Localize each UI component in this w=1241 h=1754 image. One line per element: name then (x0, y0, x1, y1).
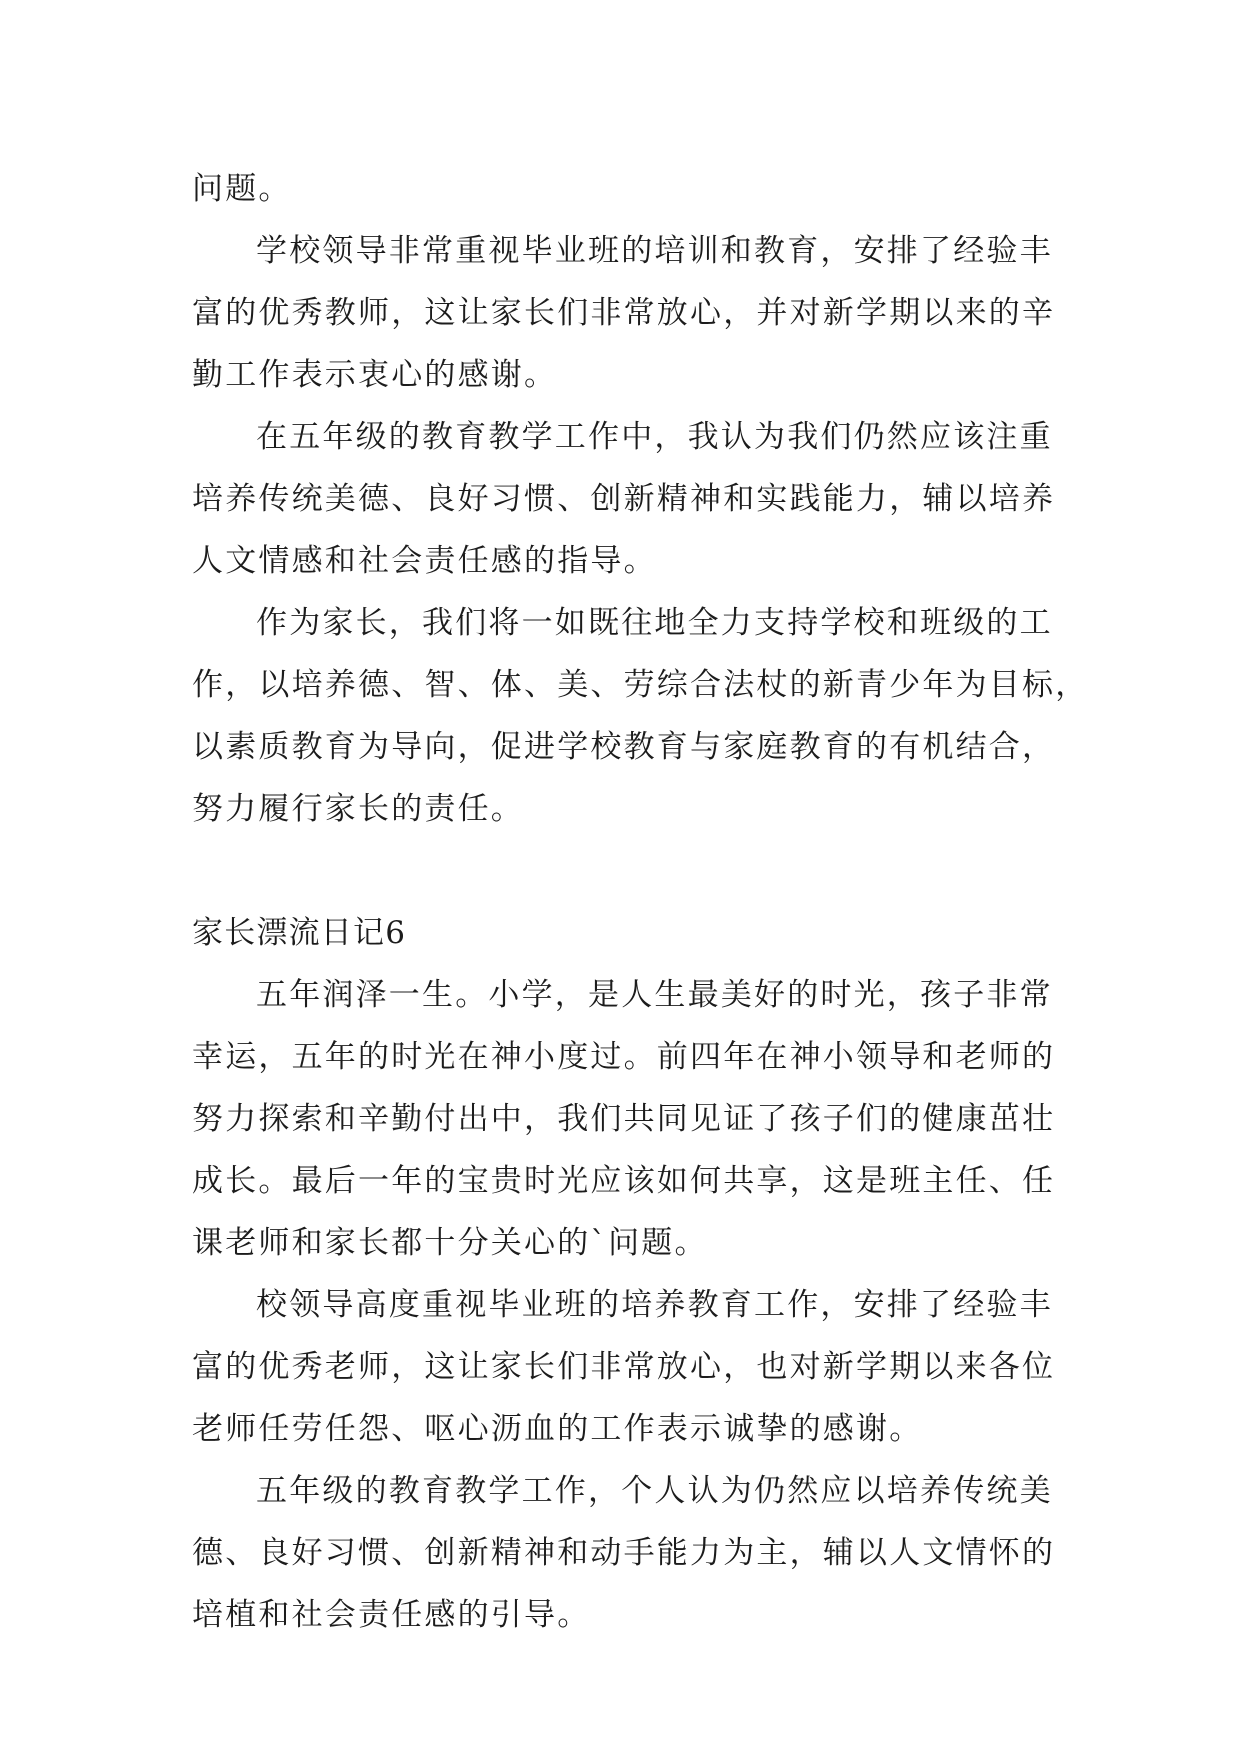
text-line: 成长。最后一年的宝贵时光应该如何共享，这是班主任、任 (192, 1163, 1056, 1199)
paragraph-start-line: 学校领导非常重视毕业班的培训和教育，安排了经验丰 (256, 233, 1053, 269)
paragraph-start-line: 五年级的教育教学工作，个人认为仍然应以培养传统美 (256, 1473, 1053, 1509)
text-line: 以素质教育为导向，促进学校教育与家庭教育的有机结合， (192, 729, 1056, 765)
text-line: 富的优秀教师，这让家长们非常放心，并对新学期以来的辛 (192, 295, 1056, 331)
text-line: 培植和社会责任感的引导。 (192, 1597, 591, 1633)
document-body (192, 158, 1089, 1646)
paragraph-start-line: 作为家长，我们将一如既往地全力支持学校和班级的工 (256, 605, 1053, 641)
text-line: 课老师和家长都十分关心的`问题。 (192, 1225, 708, 1261)
text-line: 勤工作表示衷心的感谢。 (192, 357, 558, 393)
text-line: 富的优秀老师，这让家长们非常放心，也对新学期以来各位 (192, 1349, 1056, 1385)
paragraph-start-line: 校领导高度重视毕业班的培养教育工作，安排了经验丰 (256, 1287, 1053, 1323)
text-line: 努力探索和辛勤付出中，我们共同见证了孩子们的健康茁壮 (192, 1101, 1056, 1137)
text-line: 努力履行家长的责任。 (192, 791, 524, 827)
section-heading: 家长漂流日记6 (192, 915, 407, 951)
text-line: 作，以培养德、智、体、美、劳综合法杖的新青少年为目标， (192, 667, 1089, 703)
section-gap (192, 840, 1072, 902)
text-line: 幸运，五年的时光在神小度过。前四年在神小领导和老师的 (192, 1039, 1056, 1075)
text-line: 培养传统美德、良好习惯、创新精神和实践能力，辅以培养 (192, 481, 1056, 517)
paragraph-start-line: 五年润泽一生。小学，是人生最美好的时光，孩子非常 (256, 977, 1053, 1013)
text-line: 人文情感和社会责任感的指导。 (192, 543, 657, 579)
text-line: 德、良好习惯、创新精神和动手能力为主，辅以人文情怀的 (192, 1535, 1056, 1571)
text-line: 问题。 (192, 171, 292, 207)
paragraph-start-line: 在五年级的教育教学工作中，我认为我们仍然应该注重 (256, 419, 1053, 455)
text-line: 老师任劳任怨、呕心沥血的工作表示诚挚的感谢。 (192, 1411, 923, 1447)
